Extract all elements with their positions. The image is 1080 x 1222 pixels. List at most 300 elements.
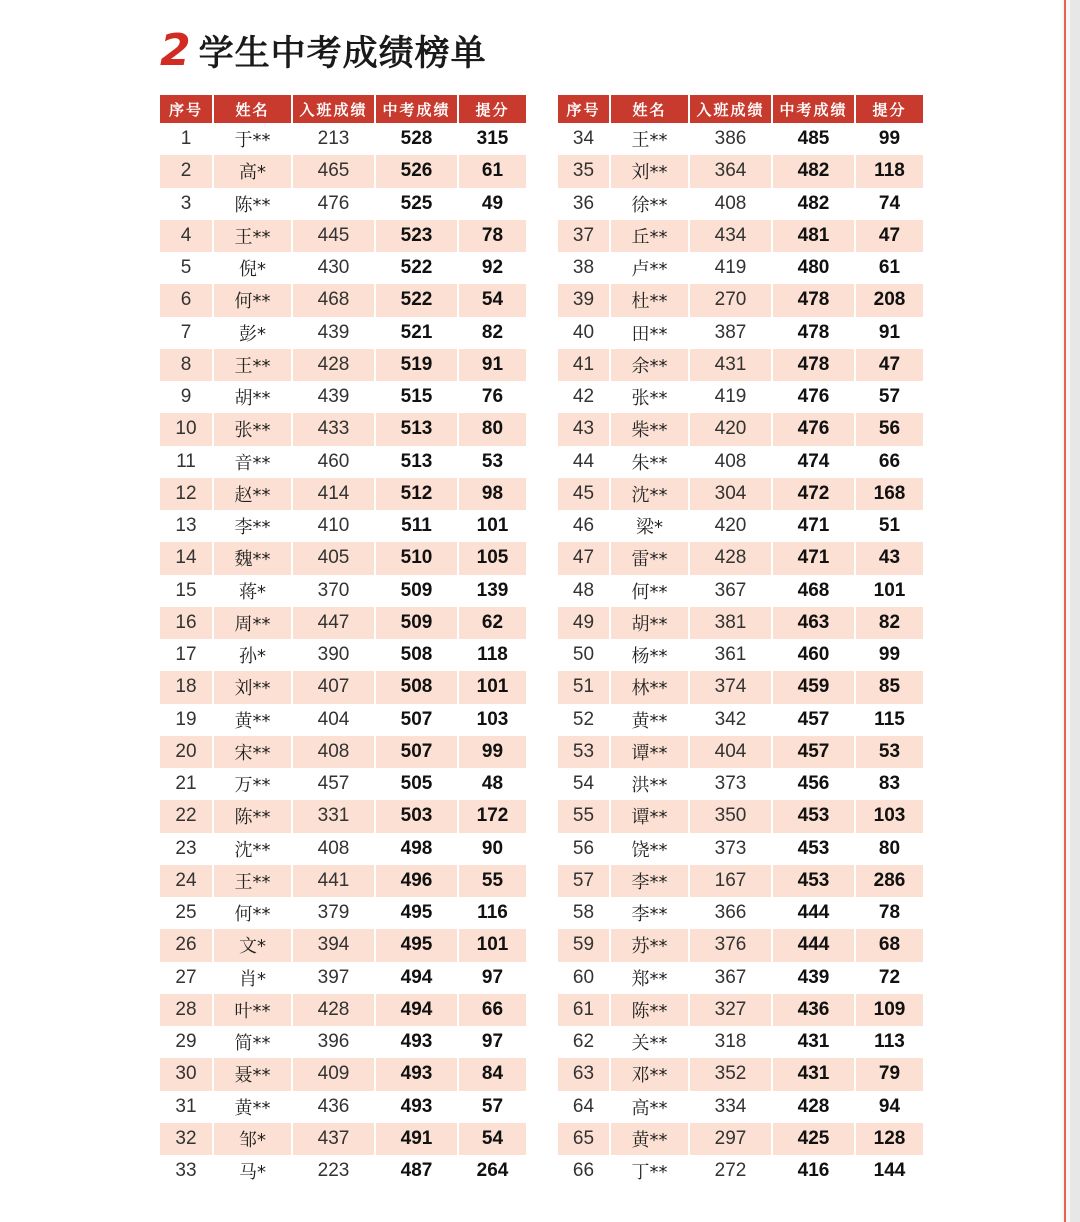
cell-improvement: 90: [481, 837, 504, 859]
table-header-row: [558, 95, 923, 123]
table-row: [558, 929, 923, 961]
cell-name: 周**: [214, 607, 293, 639]
cell-index: 5: [160, 252, 214, 284]
cell-improvement: 85: [856, 671, 923, 703]
cell-name: 谭**: [611, 736, 690, 768]
cell-name: 王**: [214, 220, 293, 252]
cell-name: 张**: [214, 413, 293, 445]
cell-exam-score: 508: [376, 671, 459, 703]
cell-index: 1: [160, 123, 214, 155]
cell-index: 4: [160, 220, 214, 252]
cell-index: 16: [160, 607, 214, 639]
cell-improvement: 61: [878, 257, 901, 279]
header-entry-score: 入班成绩: [690, 95, 773, 123]
cell-name: 音**: [214, 446, 293, 478]
cell-exam-score: 459: [773, 671, 856, 703]
cell-entry-score: 331: [293, 800, 376, 832]
cell-entry-score: 404: [690, 736, 773, 768]
title-number: 2: [160, 25, 191, 76]
cell-index: 22: [160, 800, 214, 832]
cell-name: 黄**: [611, 1123, 690, 1155]
cell-exam-score: 493: [376, 1026, 459, 1058]
cell-exam-score: 480: [773, 252, 856, 284]
table-row: [160, 736, 526, 768]
cell-entry-score: 408: [690, 188, 773, 220]
cell-name: 刘**: [611, 155, 690, 187]
cell-exam-score: 453: [773, 865, 856, 897]
cell-name: 于**: [214, 123, 293, 155]
cell-improvement: 101: [873, 579, 906, 601]
cell-exam-score: 519: [376, 349, 459, 381]
cell-index: 31: [160, 1091, 214, 1123]
cell-entry-score: 460: [293, 446, 376, 478]
cell-entry-score: 447: [293, 607, 376, 639]
table-row: [160, 123, 526, 155]
cell-exam-score: 503: [376, 800, 459, 832]
cell-exam-score: 522: [376, 284, 459, 316]
cell-index: 65: [558, 1123, 611, 1155]
cell-index: 66: [558, 1155, 611, 1187]
header-exam-score: 中考成绩: [376, 95, 459, 123]
cell-improvement: 82: [481, 321, 504, 343]
cell-exam-score: 507: [376, 704, 459, 736]
cell-improvement: 115: [874, 708, 905, 730]
cell-index: 14: [160, 542, 214, 574]
cell-index: 32: [160, 1123, 214, 1155]
cell-improvement: 98: [459, 478, 526, 510]
cell-index: 49: [558, 607, 611, 639]
header-exam-score: 中考成绩: [773, 95, 856, 123]
cell-exam-score: 457: [773, 736, 856, 768]
cell-improvement: 72: [878, 966, 901, 988]
cell-entry-score: 366: [690, 897, 773, 929]
cell-exam-score: 444: [773, 897, 856, 929]
cell-improvement: 264: [476, 1160, 509, 1182]
cell-exam-score: 444: [773, 929, 856, 961]
cell-improvement: 113: [874, 1031, 905, 1053]
cell-entry-score: 213: [293, 123, 376, 155]
cell-index: 57: [558, 865, 611, 897]
cell-index: 47: [558, 542, 611, 574]
table-row: [160, 381, 526, 413]
cell-name: 马*: [214, 1155, 293, 1187]
table-row: [160, 639, 526, 671]
table-row: [558, 446, 923, 478]
table-row: [160, 155, 526, 187]
cell-improvement: 101: [476, 515, 509, 537]
cell-name: 何**: [214, 284, 293, 316]
cell-exam-score: 512: [376, 478, 459, 510]
cell-index: 59: [558, 929, 611, 961]
cell-index: 40: [558, 317, 611, 349]
cell-improvement: 78: [878, 902, 901, 924]
table-row: [160, 478, 526, 510]
cell-exam-score: 474: [773, 446, 856, 478]
cell-exam-score: 453: [773, 833, 856, 865]
cell-improvement: 51: [878, 515, 901, 537]
cell-name: 倪*: [214, 252, 293, 284]
cell-entry-score: 397: [293, 962, 376, 994]
cell-name: 黄**: [611, 704, 690, 736]
cell-index: 44: [558, 446, 611, 478]
cell-index: 10: [160, 413, 214, 445]
cell-entry-score: 408: [293, 736, 376, 768]
cell-improvement: 48: [481, 773, 504, 795]
cell-name: 胡**: [611, 607, 690, 639]
cell-index: 51: [558, 671, 611, 703]
cell-entry-score: 457: [293, 768, 376, 800]
cell-entry-score: 476: [293, 188, 376, 220]
cell-entry-score: 419: [690, 381, 773, 413]
table-row: [558, 123, 923, 155]
cell-exam-score: 510: [376, 542, 459, 574]
cell-entry-score: 272: [690, 1155, 773, 1187]
table-row: [160, 446, 526, 478]
cell-entry-score: 419: [690, 252, 773, 284]
cell-improvement: 315: [476, 128, 509, 150]
cell-index: 50: [558, 639, 611, 671]
table-row: [558, 1123, 923, 1155]
cell-name: 高*: [214, 155, 293, 187]
cell-index: 54: [558, 768, 611, 800]
cell-name: 沈**: [214, 833, 293, 865]
page-edge-accent-line: [1064, 0, 1066, 1222]
cell-index: 61: [558, 994, 611, 1026]
cell-index: 62: [558, 1026, 611, 1058]
score-table-left: [160, 95, 526, 1187]
table-row: [160, 800, 526, 832]
cell-entry-score: 379: [293, 897, 376, 929]
cell-exam-score: 460: [773, 639, 856, 671]
cell-name: 余**: [611, 349, 690, 381]
cell-name: 黄**: [214, 1091, 293, 1123]
cell-entry-score: 441: [293, 865, 376, 897]
table-row: [558, 413, 923, 445]
table-row: [558, 994, 923, 1026]
cell-improvement: 62: [459, 607, 526, 639]
table-row: [558, 317, 923, 349]
cell-name: 谭**: [611, 800, 690, 832]
cell-name: 陈**: [214, 800, 293, 832]
cell-name: 王**: [611, 123, 690, 155]
cell-improvement: 172: [459, 800, 526, 832]
cell-name: 徐**: [611, 188, 690, 220]
cell-entry-score: 374: [690, 671, 773, 703]
cell-index: 13: [160, 510, 214, 542]
cell-improvement: 55: [459, 865, 526, 897]
table-row: [160, 349, 526, 381]
cell-name: 张**: [611, 381, 690, 413]
table-row: [558, 155, 923, 187]
cell-entry-score: 420: [690, 413, 773, 445]
cell-improvement: 97: [481, 966, 504, 988]
cell-improvement: 53: [856, 736, 923, 768]
cell-exam-score: 513: [376, 446, 459, 478]
cell-entry-score: 434: [690, 220, 773, 252]
cell-improvement: 54: [459, 1123, 526, 1155]
cell-exam-score: 431: [773, 1026, 856, 1058]
cell-exam-score: 496: [376, 865, 459, 897]
cell-name: 林**: [611, 671, 690, 703]
table-row: [558, 962, 923, 994]
cell-improvement: 128: [856, 1123, 923, 1155]
table-row: [160, 510, 526, 542]
cell-index: 48: [558, 575, 611, 607]
table-row: [160, 188, 526, 220]
header-entry-score: 入班成绩: [293, 95, 376, 123]
cell-index: 6: [160, 284, 214, 316]
cell-entry-score: 342: [690, 704, 773, 736]
cell-name: 肖*: [214, 962, 293, 994]
cell-exam-score: 468: [773, 575, 856, 607]
cell-name: 何**: [611, 575, 690, 607]
cell-entry-score: 394: [293, 929, 376, 961]
cell-index: 26: [160, 929, 214, 961]
cell-index: 39: [558, 284, 611, 316]
cell-exam-score: 481: [773, 220, 856, 252]
cell-name: 丘**: [611, 220, 690, 252]
cell-exam-score: 485: [773, 123, 856, 155]
table-row: [558, 607, 923, 639]
header-name: 姓名: [611, 95, 690, 123]
table-row: [160, 575, 526, 607]
cell-improvement: 208: [856, 284, 923, 316]
cell-name: 杨**: [611, 639, 690, 671]
table-row: [160, 607, 526, 639]
cell-index: 64: [558, 1091, 611, 1123]
cell-index: 29: [160, 1026, 214, 1058]
cell-name: 杜**: [611, 284, 690, 316]
header-improvement: 提分: [459, 95, 526, 123]
cell-index: 17: [160, 639, 214, 671]
table-row: [160, 220, 526, 252]
cell-index: 35: [558, 155, 611, 187]
cell-improvement: 47: [856, 349, 923, 381]
cell-index: 56: [558, 833, 611, 865]
table-row: [558, 1026, 923, 1058]
cell-name: 陈**: [611, 994, 690, 1026]
cell-name: 李**: [611, 897, 690, 929]
cell-improvement: 56: [856, 413, 923, 445]
cell-index: 27: [160, 962, 214, 994]
table-row: [160, 897, 526, 929]
cell-improvement: 103: [476, 708, 509, 730]
cell-entry-score: 396: [293, 1026, 376, 1058]
cell-entry-score: 350: [690, 800, 773, 832]
table-row: [558, 865, 923, 897]
cell-index: 23: [160, 833, 214, 865]
cell-index: 33: [160, 1155, 214, 1187]
cell-name: 洪**: [611, 768, 690, 800]
cell-entry-score: 373: [690, 833, 773, 865]
cell-exam-score: 495: [376, 929, 459, 961]
cell-improvement: 80: [878, 837, 901, 859]
cell-improvement: 53: [481, 450, 504, 472]
cell-exam-score: 471: [773, 510, 856, 542]
cell-index: 60: [558, 962, 611, 994]
cell-entry-score: 390: [293, 639, 376, 671]
cell-name: 宋**: [214, 736, 293, 768]
cell-name: 陈**: [214, 188, 293, 220]
cell-name: 王**: [214, 349, 293, 381]
table-row: [160, 1058, 526, 1090]
cell-entry-score: 408: [293, 833, 376, 865]
cell-improvement: 139: [476, 579, 509, 601]
table-header-row: [160, 95, 526, 123]
cell-improvement: 118: [477, 644, 508, 666]
table-row: [160, 413, 526, 445]
cell-exam-score: 515: [376, 381, 459, 413]
cell-index: 42: [558, 381, 611, 413]
cell-exam-score: 528: [376, 123, 459, 155]
cell-entry-score: 420: [690, 510, 773, 542]
cell-improvement: 99: [459, 736, 526, 768]
score-table-right: [558, 95, 923, 1187]
cell-index: 12: [160, 478, 214, 510]
cell-exam-score: 511: [376, 510, 459, 542]
cell-entry-score: 327: [690, 994, 773, 1026]
cell-entry-score: 407: [293, 671, 376, 703]
table-row: [160, 542, 526, 574]
cell-entry-score: 437: [293, 1123, 376, 1155]
cell-exam-score: 509: [376, 575, 459, 607]
cell-entry-score: 439: [293, 381, 376, 413]
cell-index: 46: [558, 510, 611, 542]
cell-entry-score: 381: [690, 607, 773, 639]
cell-entry-score: 167: [690, 865, 773, 897]
cell-exam-score: 493: [376, 1058, 459, 1090]
cell-entry-score: 468: [293, 284, 376, 316]
cell-name: 李**: [611, 865, 690, 897]
table-row: [558, 542, 923, 574]
cell-exam-score: 522: [376, 252, 459, 284]
cell-exam-score: 523: [376, 220, 459, 252]
cell-improvement: 286: [856, 865, 923, 897]
cell-entry-score: 386: [690, 123, 773, 155]
table-row: [558, 381, 923, 413]
cell-index: 58: [558, 897, 611, 929]
cell-index: 20: [160, 736, 214, 768]
cell-name: 郑**: [611, 962, 690, 994]
cell-entry-score: 223: [293, 1155, 376, 1187]
table-row: [558, 478, 923, 510]
cell-improvement: 84: [459, 1058, 526, 1090]
cell-improvement: 47: [856, 220, 923, 252]
cell-entry-score: 361: [690, 639, 773, 671]
table-row: [160, 1123, 526, 1155]
table-row: [558, 220, 923, 252]
table-row: [558, 800, 923, 832]
cell-name: 邓**: [611, 1058, 690, 1090]
table-row: [160, 994, 526, 1026]
cell-entry-score: 405: [293, 542, 376, 574]
table-row: [558, 575, 923, 607]
cell-improvement: 57: [481, 1095, 504, 1117]
cell-name: 刘**: [214, 671, 293, 703]
table-row: [160, 1155, 526, 1187]
cell-name: 黄**: [214, 704, 293, 736]
cell-name: 丁**: [611, 1155, 690, 1187]
cell-improvement: 91: [878, 321, 901, 343]
cell-improvement: 57: [878, 386, 901, 408]
cell-improvement: 61: [459, 155, 526, 187]
table-row: [558, 252, 923, 284]
table-row: [160, 833, 526, 865]
table-row: [160, 252, 526, 284]
cell-entry-score: 318: [690, 1026, 773, 1058]
table-row: [558, 1058, 923, 1090]
cell-exam-score: 428: [773, 1091, 856, 1123]
cell-name: 赵**: [214, 478, 293, 510]
cell-exam-score: 478: [773, 317, 856, 349]
cell-entry-score: 439: [293, 317, 376, 349]
cell-entry-score: 409: [293, 1058, 376, 1090]
cell-improvement: 66: [459, 994, 526, 1026]
cell-improvement: 91: [459, 349, 526, 381]
table-row: [558, 704, 923, 736]
cell-improvement: 66: [878, 450, 901, 472]
table-row: [160, 929, 526, 961]
cell-exam-score: 472: [773, 478, 856, 510]
cell-exam-score: 431: [773, 1058, 856, 1090]
cell-index: 18: [160, 671, 214, 703]
cell-exam-score: 436: [773, 994, 856, 1026]
cell-name: 彭*: [214, 317, 293, 349]
cell-exam-score: 525: [376, 188, 459, 220]
cell-entry-score: 373: [690, 768, 773, 800]
cell-exam-score: 526: [376, 155, 459, 187]
cell-entry-score: 364: [690, 155, 773, 187]
cell-exam-score: 508: [376, 639, 459, 671]
table-row: [558, 768, 923, 800]
header-index: 序号: [558, 95, 611, 123]
cell-exam-score: 513: [376, 413, 459, 445]
cell-improvement: 101: [459, 671, 526, 703]
cell-name: 朱**: [611, 446, 690, 478]
cell-entry-score: 334: [690, 1091, 773, 1123]
cell-name: 饶**: [611, 833, 690, 865]
table-row: [558, 833, 923, 865]
page-title: [160, 25, 487, 76]
table-row: [558, 349, 923, 381]
cell-improvement: 76: [481, 386, 504, 408]
cell-exam-score: 476: [773, 381, 856, 413]
table-row: [160, 704, 526, 736]
cell-name: 关**: [611, 1026, 690, 1058]
cell-entry-score: 428: [293, 349, 376, 381]
cell-exam-score: 482: [773, 188, 856, 220]
cell-index: 45: [558, 478, 611, 510]
header-improvement: 提分: [856, 95, 923, 123]
cell-index: 2: [160, 155, 214, 187]
cell-name: 卢**: [611, 252, 690, 284]
cell-index: 37: [558, 220, 611, 252]
cell-entry-score: 270: [690, 284, 773, 316]
cell-improvement: 83: [878, 773, 901, 795]
cell-exam-score: 491: [376, 1123, 459, 1155]
cell-improvement: 94: [878, 1095, 901, 1117]
table-row: [160, 768, 526, 800]
cell-name: 雷**: [611, 542, 690, 574]
cell-index: 28: [160, 994, 214, 1026]
cell-entry-score: 376: [690, 929, 773, 961]
cell-exam-score: 494: [376, 994, 459, 1026]
cell-entry-score: 408: [690, 446, 773, 478]
cell-improvement: 49: [481, 192, 504, 214]
cell-improvement: 103: [856, 800, 923, 832]
table-row: [558, 284, 923, 316]
cell-improvement: 80: [459, 413, 526, 445]
